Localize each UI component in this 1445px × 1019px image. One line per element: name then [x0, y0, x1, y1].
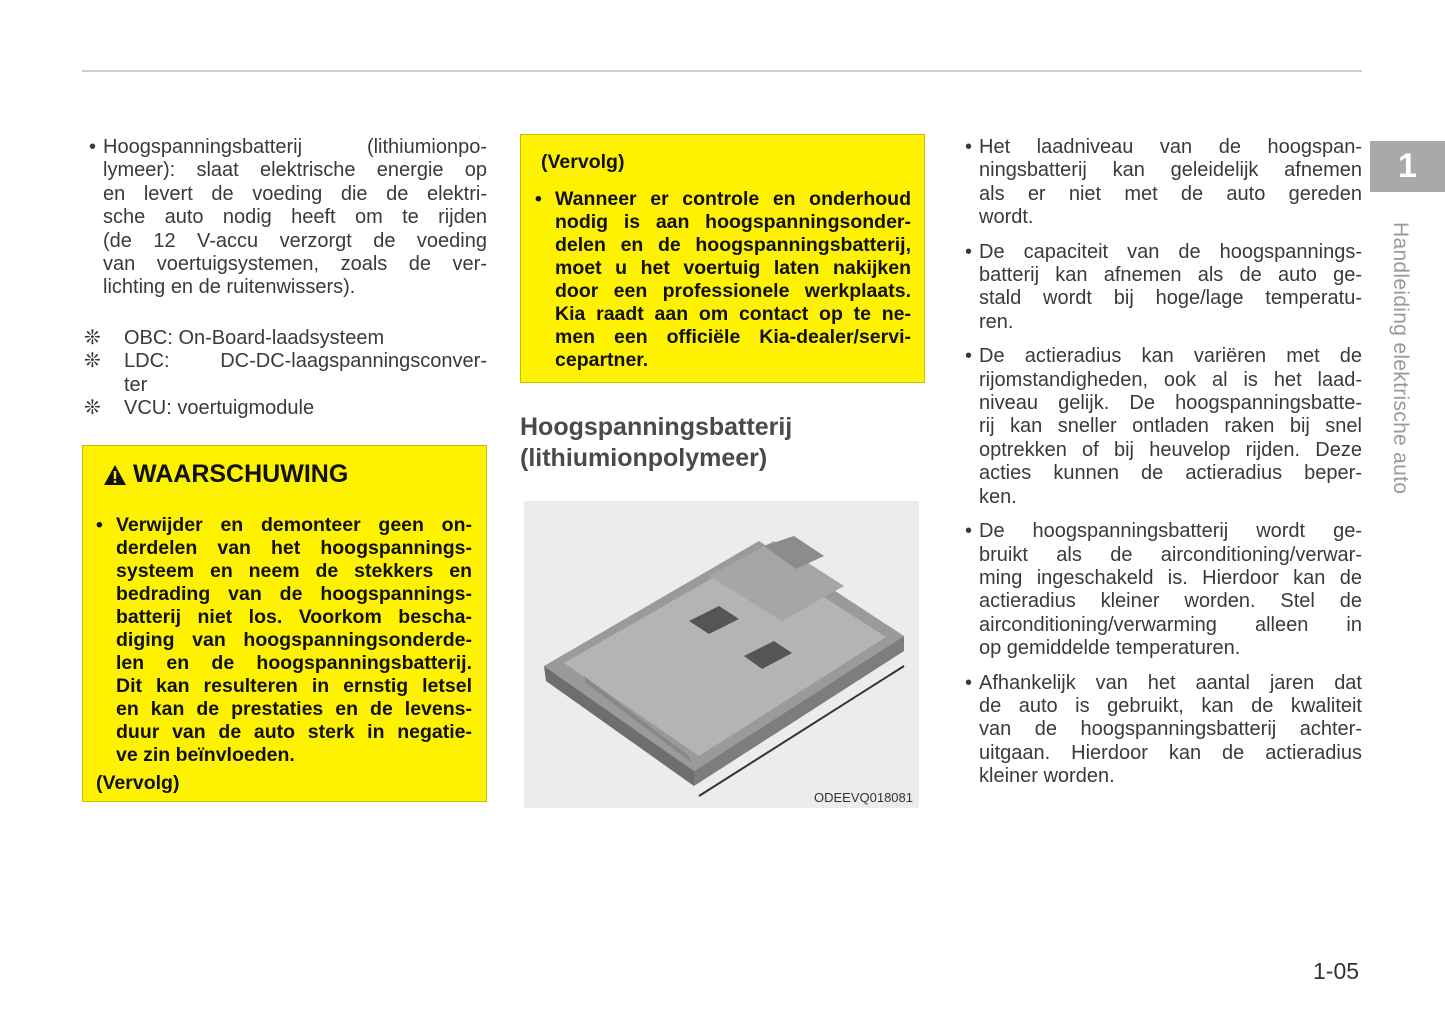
text-line: Het laadniveau van de hoogspan- [979, 136, 1362, 158]
text-line: De hoogspanningsbatterij wordt ge- [979, 520, 1362, 543]
text-line: acties kunnen de actieradius beper- [979, 462, 1362, 485]
page-number: 1-05 [1313, 958, 1360, 984]
text-line: bruikt als de airconditioning/verwar- [979, 543, 1362, 566]
bullet-dot: • [965, 136, 973, 158]
note-symbol-icon: ❊ [84, 397, 101, 420]
battery-pack-image [524, 501, 919, 808]
warning-box-continued [520, 134, 925, 383]
text-line: ve zin beïnvloeden. [116, 744, 295, 766]
bullet-dot: • [965, 520, 973, 543]
text-line: diging van hoogspanningsonderde- [116, 629, 472, 651]
text-line: ming ingeschakeld is. Hierdoor kan de [979, 566, 1362, 589]
text-line: moet u het voertuig laten nakijken [555, 257, 911, 279]
text-line: ken. [979, 485, 1017, 508]
text-line: stald wordt bij hoge/lage temperatu- [979, 287, 1362, 310]
text-line: Hoogspanningsbatterij (lithiumionpo- [103, 136, 487, 158]
text-line: Kia raadt aan om contact op te ne- [555, 303, 911, 325]
text-line: door een professionele werkplaats. [555, 280, 911, 302]
note-symbol-icon: ❊ [84, 327, 101, 349]
text-line: rijomstandigheden, ook al is het laad- [979, 368, 1362, 391]
text-line: OBC: On-Board-laadsysteem [124, 327, 385, 349]
text-line: (de 12 V-accu verzorgt de voeding [103, 229, 487, 252]
text-line: Dit kan resulteren in ernstig letsel [116, 675, 472, 697]
text-line: nodig is aan hoogspanningsonder- [555, 211, 911, 233]
text-line: Afhankelijk van het aantal jaren dat [979, 671, 1362, 694]
warning-triangle-icon [103, 464, 127, 486]
text-line: airconditioning/verwarming alleen in [979, 613, 1362, 636]
continued-label: (Vervolg) [96, 772, 180, 794]
text-line: en levert de voeding die de elektri- [103, 182, 487, 205]
text-line: lymeer): slaat elektrische energie op [103, 159, 487, 182]
text-line: De capaciteit van de hoogspannings- [979, 240, 1362, 263]
text-line: lichting en de ruitenwissers). [103, 276, 356, 299]
text-line: bedrading van de hoogspannings- [116, 583, 472, 605]
bullet-dot: • [965, 671, 973, 694]
battery-notes-list [965, 136, 1362, 789]
text-line: de auto is gebruikt, kan de kwaliteit [979, 694, 1362, 717]
text-line: systeem en neem de stekkers en [116, 560, 472, 582]
text-line: op gemiddelde temperaturen. [979, 637, 1241, 660]
header-rule [82, 70, 1362, 72]
text-line: delen en de hoogspanningsbatterij, [555, 234, 911, 256]
text-line: sche auto nodig heeft om te rijden [103, 206, 487, 229]
warning-title: WAARSCHUWING [133, 460, 349, 488]
text-line: len en de hoogspanningsbatterij. [116, 652, 472, 674]
text-line: Verwijder en demonteer geen on- [116, 514, 472, 536]
text-line: niveau gelijk. De hoogspanningsbatte- [979, 392, 1362, 415]
battery-description [89, 136, 487, 300]
text-line: ningsbatterij kan geleidelijk afnemen [979, 159, 1362, 182]
text-line: actieradius kleiner worden. Stel de [979, 590, 1362, 613]
text-line: van voertuigsystemen, zoals de ver- [103, 253, 487, 276]
bullet-dot: • [535, 188, 542, 210]
text-line: De actieradius kan variëren met de [979, 345, 1362, 368]
battery-illustration [524, 501, 919, 808]
section-heading [520, 412, 792, 474]
bullet-dot: • [96, 514, 103, 536]
continued-label: (Vervolg) [541, 151, 625, 173]
text-line: LDC: DC-DC-laagspanningsconver- [124, 350, 487, 373]
text-line: van de hoogspanningsbatterij achter- [979, 718, 1362, 741]
text-line: rij kan sneller ontladen raken bij snel [979, 415, 1362, 438]
text-line: ren. [979, 310, 1014, 333]
text-line: optrekken of bij heuvelop rijden. Deze [979, 438, 1362, 461]
abbreviation-notes [84, 327, 487, 421]
bullet-dot: • [965, 345, 973, 368]
heading-line: (lithiumionpolymeer) [520, 444, 768, 472]
chapter-title: Handleiding elektrische auto [1389, 222, 1412, 495]
text-line: VCU: voertuigmodule [124, 397, 315, 420]
text-line: men een officiële Kia-dealer/servi- [555, 326, 911, 348]
text-line: als er niet met de auto gereden [979, 182, 1362, 205]
text-line: ter [124, 373, 148, 396]
text-line: batterij kan afnemen als de auto ge- [979, 264, 1362, 287]
text-line: kleiner worden. [979, 765, 1115, 788]
bullet-dot: • [89, 136, 97, 158]
image-caption: ODEEVQ018081 [813, 790, 913, 805]
warning-box [82, 445, 487, 802]
note-symbol-icon: ❊ [84, 350, 101, 373]
text-line: batterij niet los. Voorkom bescha- [116, 606, 472, 628]
text-line: wordt. [979, 206, 1034, 229]
text-line: duur van de auto sterk in negatie- [116, 721, 472, 743]
text-line: uitgaan. Hierdoor kan de actieradius [979, 741, 1362, 764]
text-line: Wanneer er controle en onderhoud [555, 188, 911, 210]
bullet-dot: • [965, 240, 973, 263]
text-line: en kan de prestaties en de levens- [116, 698, 472, 720]
chapter-tab[interactable]: 1 [1370, 141, 1445, 192]
heading-line: Hoogspanningsbatterij [520, 413, 793, 441]
text-line: cepartner. [555, 349, 649, 371]
text-line: derdelen van het hoogspannings- [116, 537, 472, 559]
